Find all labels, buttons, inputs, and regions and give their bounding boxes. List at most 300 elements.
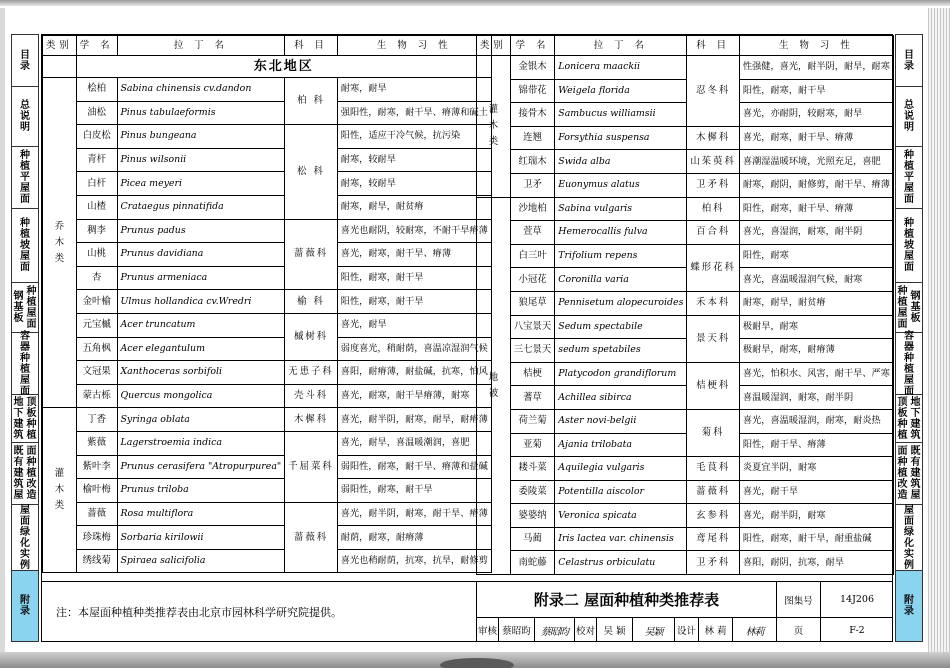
- section-tab-column: [898, 286, 908, 330]
- family-cell: 壳斗科: [285, 384, 338, 408]
- section-tab-char: 建: [910, 418, 921, 430]
- plant-row: [477, 551, 894, 575]
- plant-row: [477, 527, 894, 551]
- family-cell: 蔷薇科: [687, 480, 740, 504]
- header-name: 学 名: [510, 36, 555, 56]
- proofer-name: 吴 颖: [597, 618, 633, 642]
- section-tab-char: 屋: [20, 504, 30, 516]
- section-tab-char: 屋: [904, 183, 914, 194]
- section-tab-char: 绿: [20, 526, 30, 538]
- latin-name: Sabina vulgaris: [555, 197, 687, 221]
- family-cell: 忍冬科: [687, 56, 740, 127]
- category-char: 被: [488, 387, 499, 399]
- section-tab-char: 面: [904, 515, 914, 527]
- section-tab-char: 面: [20, 385, 30, 397]
- section-tab-char: 明: [20, 122, 30, 133]
- section-tab-char: 种: [897, 457, 908, 468]
- section-tab-char: 录: [20, 60, 30, 72]
- header-habit: 生 物 习 性: [739, 36, 893, 56]
- latin-name: Lagerstroemia indica: [117, 431, 285, 455]
- latin-name: Prunus cerasifera "Atropurpurea": [117, 455, 285, 479]
- latin-name: Iris lactea var. chinensis: [555, 527, 687, 551]
- section-tab-char: 造: [897, 490, 908, 501]
- plant-row: [477, 56, 894, 80]
- latin-name: Prunus padus: [117, 219, 285, 243]
- latin-name: Forsythia suspensa: [555, 126, 687, 150]
- section-tab-char: 种: [20, 150, 30, 161]
- section-tab-column: [911, 291, 921, 324]
- habit-description: 阳性，耐寒，耐干旱、瘠薄: [739, 197, 893, 221]
- section-tab-container[interactable]: [12, 330, 38, 397]
- family-cell: 桔梗科: [687, 362, 740, 409]
- section-tab-char: 板: [26, 407, 37, 419]
- latin-name: Hemerocallis fulva: [555, 221, 687, 245]
- section-tab-char: 器: [904, 341, 914, 353]
- section-tab-char: 面: [26, 318, 37, 330]
- section-tab-char: 种: [897, 418, 908, 430]
- section-tab-char: 明: [904, 122, 914, 133]
- section-tab-char: 坡: [904, 240, 914, 251]
- category-char: 类: [488, 136, 499, 148]
- common-name: 山楂: [76, 195, 117, 219]
- section-tab-char: 录: [904, 606, 914, 617]
- plant-row: [43, 243, 492, 267]
- section-tab-char: 有: [910, 457, 921, 468]
- latin-name: Spiraea salicifolia: [117, 549, 285, 573]
- section-tab-char: 平: [20, 172, 30, 183]
- footnote: 注：本屋面种植种类推荐表由北京市园林科学研究院提供。: [42, 581, 476, 641]
- habit-description: 耐寒，较耐旱: [337, 148, 491, 172]
- habit-description: 耐寒，耐旱: [337, 78, 491, 102]
- section-tab-char: 筑: [910, 429, 921, 441]
- family-cell: 卫矛科: [687, 551, 740, 575]
- habit-description: 喜阳，耐瘠薄，耐盐碱，抗寒，怕风: [337, 361, 491, 385]
- section-tab-char: 容: [20, 330, 30, 342]
- region-row: [43, 56, 492, 78]
- family-cell: 柏 科: [285, 78, 338, 125]
- habit-description: 喜光，耐半阴，耐寒，耐旱，耐瘠薄: [337, 408, 491, 432]
- plant-row: [43, 290, 492, 314]
- habit-description: 喜光，喜湿润，耐寒，耐半阴: [739, 221, 893, 245]
- common-name: 委陵菜: [510, 480, 555, 504]
- section-tab-char: 屋: [897, 307, 908, 319]
- section-tab-char: 面: [904, 385, 914, 397]
- latin-name: Celastrus orbiculatu: [555, 551, 687, 575]
- page-number: F-2: [849, 624, 865, 636]
- plant-row: [477, 339, 894, 363]
- common-name: 山桃: [76, 243, 117, 267]
- latin-name: Pinus wilsonii: [117, 148, 285, 172]
- review-label: 审核: [477, 618, 499, 642]
- section-tab-underground[interactable]: [12, 395, 38, 443]
- family-cell: 木樨科: [687, 126, 740, 150]
- header-habit: 生 物 习 性: [337, 36, 491, 56]
- habit-description: 阳性，耐寒，耐干旱，耐重盐碱: [739, 527, 893, 551]
- habit-description: 喜光，耐寒，耐干旱、瘠薄: [739, 126, 893, 150]
- latin-name: Pinus tabulaeformis: [117, 101, 285, 125]
- habit-description: 喜光，耐寒，耐干旱、瘠薄: [337, 243, 491, 267]
- category-char: 类: [54, 500, 65, 512]
- common-name: 耧斗菜: [510, 457, 555, 481]
- plant-row: [43, 384, 492, 408]
- category-char: 灌: [54, 468, 65, 480]
- habit-description: 喜光也稍耐荫，抗寒，抗旱，耐修剪: [337, 549, 491, 573]
- region-title: 东北地区: [76, 56, 491, 78]
- header-latin: 拉 丁 名: [555, 36, 687, 56]
- latin-name: Aquilegia vulgaris: [555, 457, 687, 481]
- section-tab-char: 屋: [26, 307, 37, 319]
- section-tab-char: 面: [904, 194, 914, 205]
- section-tab-char: 屋: [13, 490, 24, 501]
- section-tab-column: [898, 446, 908, 501]
- habit-description: 阳性，耐寒，耐干旱: [337, 290, 491, 314]
- section-tab-char: 坡: [20, 240, 30, 251]
- plant-row: [477, 409, 894, 433]
- section-tab-general[interactable]: [896, 87, 922, 147]
- section-tab-char: 种: [26, 418, 37, 430]
- designer-name: 林 莉: [699, 618, 733, 642]
- family-cell: 榆 科: [285, 290, 338, 314]
- plant-row: [43, 172, 492, 196]
- section-tab-char: 植: [904, 229, 914, 240]
- section-tab-char: 既: [910, 446, 921, 457]
- family-cell: 槭树科: [285, 313, 338, 360]
- common-name: 荷兰菊: [510, 409, 555, 433]
- common-name: 青杆: [76, 148, 117, 172]
- habit-description: 极耐旱，耐寒，耐瘠薄: [739, 339, 893, 363]
- plant-row: [43, 266, 492, 290]
- section-tab-char: 地: [910, 396, 921, 408]
- plant-row: [477, 197, 894, 221]
- section-tab-flat[interactable]: [12, 147, 38, 209]
- section-tab-char: 化: [904, 537, 914, 549]
- latin-name: Quercus mongolica: [117, 384, 285, 408]
- category-char: 木: [54, 236, 65, 248]
- habit-description: 耐荫，耐寒，耐瘠薄: [337, 526, 491, 550]
- habit-description: 阳性，耐寒: [739, 244, 893, 268]
- section-tab-char: 建: [13, 418, 24, 430]
- section-tab-char: 面: [20, 194, 30, 205]
- section-tab-char: 植: [904, 363, 914, 375]
- section-tab-char: 面: [904, 262, 914, 273]
- latin-name: Trifolium repens: [555, 244, 687, 268]
- habit-description: 弱度喜光，稍耐荫，喜温凉湿润气候: [337, 337, 491, 361]
- section-tab-char: 面: [26, 446, 37, 457]
- habit-description: 耐寒，较耐旱: [337, 172, 491, 196]
- habit-description: 弱阳性，耐寒，耐干旱: [337, 479, 491, 503]
- section-tab-char: 面: [897, 446, 908, 457]
- section-tab-char: 改: [897, 479, 908, 490]
- section-tab-char: 录: [904, 60, 914, 72]
- common-name: 珍珠梅: [76, 526, 117, 550]
- section-tab-steel[interactable]: [896, 283, 922, 333]
- reviewer-signature: 蔡昭昀: [535, 618, 575, 642]
- plant-table-frame: [41, 34, 893, 642]
- plant-row: [477, 362, 894, 386]
- latin-name: Coronilla varia: [555, 268, 687, 292]
- common-name: 金叶榆: [76, 290, 117, 314]
- section-tab-char: 造: [26, 490, 37, 501]
- habit-description: 耐寒，耐阴，耐修剪，耐干旱、瘠薄: [739, 173, 893, 197]
- common-name: 五角枫: [76, 337, 117, 361]
- header-family: 科 目: [285, 36, 338, 56]
- family-cell: 百合科: [687, 221, 740, 245]
- section-tab-char: 筑: [13, 479, 24, 490]
- family-cell: 木樨科: [285, 408, 338, 432]
- latin-name: Acer truncatum: [117, 313, 285, 337]
- section-tab-char: 面: [20, 262, 30, 273]
- latin-name: Veronica spicata: [555, 504, 687, 528]
- section-tab-char: 附: [20, 595, 30, 606]
- common-name: 白杆: [76, 172, 117, 196]
- habit-description: 极耐旱，耐寒: [739, 315, 893, 339]
- page-label: 页: [777, 618, 821, 642]
- common-name: 狼尾草: [510, 291, 555, 315]
- section-tab-char: 种: [897, 285, 908, 297]
- latin-name: Xanthoceras sorbifoli: [117, 361, 285, 385]
- habit-description: 喜光，耐旱，喜温暖潮润，喜肥: [337, 431, 491, 455]
- section-tab-column: [14, 446, 24, 501]
- section-tab-char: 种: [904, 150, 914, 161]
- habit-description: 阳性，耐干旱、瘠薄: [739, 433, 893, 457]
- plant-row: [477, 315, 894, 339]
- category-char: 地: [488, 371, 499, 383]
- right-section-tabs: [895, 34, 923, 642]
- section-tab-char: 基: [910, 302, 921, 313]
- latin-name: Euonymus alatus: [555, 173, 687, 197]
- latin-name: Rosa multiflora: [117, 502, 285, 526]
- proofer-signature: 吴颖: [633, 618, 675, 642]
- habit-description: 喜光，怕积水、风害，耐干旱、严寒: [739, 362, 893, 386]
- drawing-title: 附录二 屋面种植种类推荐表: [477, 582, 777, 618]
- section-tab-char: 附: [904, 595, 914, 606]
- category-cell: [477, 56, 511, 198]
- section-tab-char: 种: [26, 285, 37, 297]
- common-name: 马蔺: [510, 527, 555, 551]
- latin-name: Platycodon grandiflorum: [555, 362, 687, 386]
- section-tab-char: 面: [20, 515, 30, 527]
- common-name: 亚菊: [510, 433, 555, 457]
- title-block: [476, 581, 892, 641]
- common-name: 婆婆纳: [510, 504, 555, 528]
- common-name: 油松: [76, 101, 117, 125]
- plant-row: [477, 150, 894, 174]
- common-name: 杏: [76, 266, 117, 290]
- latin-name: Lonicera maackii: [555, 56, 687, 80]
- plant-row: [43, 549, 492, 573]
- common-name: 锦带花: [510, 79, 555, 103]
- latin-name: sedum spetabiles: [555, 339, 687, 363]
- habit-description: 喜光，喜温暖湿润气候，耐寒: [739, 268, 893, 292]
- common-name: 绣线菊: [76, 549, 117, 573]
- section-tab-existing[interactable]: [12, 443, 38, 505]
- plant-row: [477, 126, 894, 150]
- plant-row: [477, 504, 894, 528]
- section-tab-column: [14, 397, 24, 441]
- common-name: 八宝景天: [510, 315, 555, 339]
- section-tab-char: 种: [904, 218, 914, 229]
- section-tab-char: 例: [20, 559, 30, 571]
- section-tab-slope[interactable]: [896, 209, 922, 283]
- section-tab-char: 下: [910, 407, 921, 419]
- section-tab-column: [898, 397, 908, 441]
- section-tab-steel[interactable]: [12, 283, 38, 333]
- habit-description: 炎夏宜半阴，耐寒: [739, 457, 893, 481]
- latin-name: Pinus bungeana: [117, 125, 285, 149]
- section-tab-examples[interactable]: [896, 505, 922, 571]
- book-top-edge: [0, 0, 950, 6]
- habit-description: 喜光，耐干旱: [739, 480, 893, 504]
- section-tab-char: 植: [26, 429, 37, 441]
- section-tab-char: 屋: [20, 251, 30, 262]
- section-tab-char: 说: [20, 111, 30, 122]
- section-tab-slope[interactable]: [12, 209, 38, 283]
- section-tab-underground[interactable]: [896, 395, 922, 443]
- section-tab-column: [27, 397, 37, 441]
- section-tab-char: 屋: [904, 374, 914, 386]
- section-tab-toc[interactable]: [12, 35, 38, 87]
- common-name: 南蛇藤: [510, 551, 555, 575]
- latin-name: Syringa oblata: [117, 408, 285, 432]
- category-char: 木: [488, 120, 499, 132]
- book-page-stack: [928, 8, 950, 652]
- common-name: 卫矛: [510, 173, 555, 197]
- section-tab-char: 种: [26, 457, 37, 468]
- section-tab-appendix[interactable]: [896, 571, 922, 641]
- habit-description: 喜温暖湿润，耐寒，耐半阴: [739, 386, 893, 410]
- section-tab-char: 改: [26, 479, 37, 490]
- common-name: 紫薇: [76, 431, 117, 455]
- latin-name: Sambucus williamsii: [555, 103, 687, 127]
- section-tab-char: 板: [897, 407, 908, 419]
- common-name: 桧柏: [76, 78, 117, 102]
- family-cell: 玄参科: [687, 504, 740, 528]
- section-tab-char: 面: [897, 318, 908, 330]
- habit-description: 喜光，耐旱: [337, 313, 491, 337]
- section-tab-char: 例: [904, 559, 914, 571]
- section-tab-char: 植: [26, 468, 37, 479]
- common-name: 榆叶梅: [76, 479, 117, 503]
- family-cell: 千屈菜科: [285, 431, 338, 502]
- section-tab-column: [27, 446, 37, 501]
- family-cell: 蔷薇科: [285, 219, 338, 290]
- section-tab-char: 总: [904, 100, 914, 111]
- common-name: 白三叶: [510, 244, 555, 268]
- habit-description: 喜光，喜温暖湿润，耐寒，耐炎热: [739, 409, 893, 433]
- habit-description: 喜光，耐半阴，耐寒: [739, 504, 893, 528]
- section-tab-column: [911, 446, 921, 501]
- family-cell: 鸢尾科: [687, 527, 740, 551]
- section-tab-char: 基: [13, 302, 24, 313]
- category-cell: [43, 78, 77, 408]
- common-name: 文冠果: [76, 361, 117, 385]
- section-tab-char: 地: [13, 396, 24, 408]
- latin-name: Acer elegantulum: [117, 337, 285, 361]
- plant-row: [43, 78, 492, 102]
- section-tab-char: 屋: [904, 251, 914, 262]
- plant-row: [477, 291, 894, 315]
- designer-signature: 林莉: [733, 618, 777, 642]
- habit-description: 喜光，耐寒，耐干旱瘠薄，耐寒: [337, 384, 491, 408]
- habit-description: 阳性，耐寒，耐干旱: [739, 79, 893, 103]
- family-cell: 蝶形花科: [687, 244, 740, 291]
- latin-name: Swida alba: [555, 150, 687, 174]
- section-tab-char: 植: [897, 468, 908, 479]
- section-tab-flat[interactable]: [896, 147, 922, 209]
- section-tab-char: 种: [20, 218, 30, 229]
- plant-row: [477, 244, 894, 268]
- common-name: 蓍草: [510, 386, 555, 410]
- plant-row: [477, 386, 894, 410]
- family-cell: 禾本科: [687, 291, 740, 315]
- table-header-row: [477, 36, 894, 56]
- section-tab-column: [14, 291, 24, 324]
- plant-row: [43, 125, 492, 149]
- plant-row: [477, 79, 894, 103]
- section-tab-char: 建: [910, 468, 921, 479]
- plant-row: [477, 173, 894, 197]
- common-name: 白皮松: [76, 125, 117, 149]
- section-tab-char: 植: [904, 161, 914, 172]
- section-tab-general[interactable]: [12, 87, 38, 147]
- plant-row: [43, 479, 492, 503]
- family-cell: 无患子科: [285, 361, 338, 385]
- latin-name: Sabina chinensis cv.dandon: [117, 78, 285, 102]
- family-cell: 山茱萸科: [687, 150, 740, 174]
- latin-name: Achillea sibirca: [555, 386, 687, 410]
- latin-name: Prunus davidiana: [117, 243, 285, 267]
- section-tab-char: 植: [20, 161, 30, 172]
- atlas-number: 14J206: [821, 582, 893, 618]
- section-tab-char: 容: [904, 330, 914, 342]
- section-tab-char: 植: [20, 229, 30, 240]
- common-name: 萱草: [510, 221, 555, 245]
- common-name: 连翘: [510, 126, 555, 150]
- latin-name: Crataegus pinnatifida: [117, 195, 285, 219]
- section-tab-existing[interactable]: [896, 443, 922, 505]
- section-tab-char: 植: [897, 429, 908, 441]
- plant-row: [43, 455, 492, 479]
- section-tab-char: 器: [20, 341, 30, 353]
- latin-name: Sorbaria kirilowii: [117, 526, 285, 550]
- plant-row: [43, 361, 492, 385]
- family-cell: 景天科: [687, 315, 740, 362]
- section-tab-column: [911, 397, 921, 441]
- latin-name: Sedum spectabile: [555, 315, 687, 339]
- plant-row: [477, 268, 894, 292]
- family-cell: 毛茛科: [687, 457, 740, 481]
- section-tab-char: 录: [20, 606, 30, 617]
- plant-table-right: [476, 35, 894, 575]
- section-tab-char: 顶: [897, 396, 908, 408]
- habit-description: 喜潮湿温暖环境，光照充足，喜肥: [739, 150, 893, 174]
- plant-row: [43, 502, 492, 526]
- section-tab-char: 建: [13, 468, 24, 479]
- family-cell: 蔷薇科: [285, 502, 338, 573]
- reviewer-name: 蔡昭昀: [499, 618, 535, 642]
- habit-description: 喜光也耐阴，较耐寒，不耐干旱瘠薄: [337, 219, 491, 243]
- common-name: 丁香: [76, 408, 117, 432]
- section-tab-appendix[interactable]: [12, 571, 38, 641]
- section-tab-char: 屋: [20, 374, 30, 386]
- section-tab-toc[interactable]: [896, 35, 922, 87]
- table-header-row: [43, 36, 492, 56]
- section-tab-examples[interactable]: [12, 505, 38, 571]
- section-tab-container[interactable]: [896, 330, 922, 397]
- habit-description: 强阳性，耐寒，耐干旱、瘠薄和碱土: [337, 101, 491, 125]
- plant-row: [477, 103, 894, 127]
- plant-row: [43, 431, 492, 455]
